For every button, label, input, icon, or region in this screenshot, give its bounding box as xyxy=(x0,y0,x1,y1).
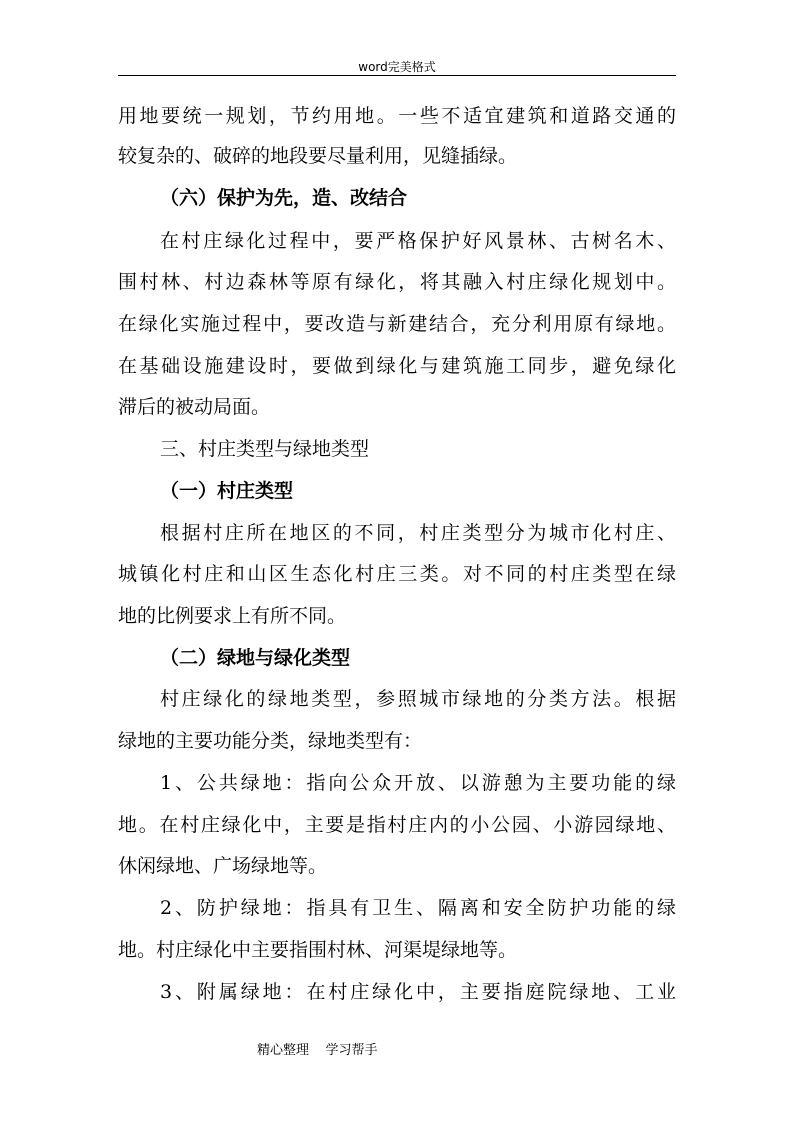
body-text-line: 村庄绿化的绿地类型，参照城市绿地的分类方法。根据 xyxy=(160,688,676,710)
body-text-line: 根据村庄所在地区的不同，村庄类型分为城市化村庄、 xyxy=(160,522,676,544)
body-text-line: 2、防护绿地：指具有卫生、隔离和安全防护功能的绿 xyxy=(160,897,676,919)
body-text-line: 城镇化村庄和山区生态化村庄三类。对不同的村庄类型在绿 xyxy=(118,563,676,585)
body-text-line: 1、公共绿地：指向公众开放、以游憩为主要功能的绿 xyxy=(160,772,676,794)
page-footer-text: 精心整理 学习帮手 xyxy=(257,1043,378,1058)
body-text-line: 滞后的被动局面。 xyxy=(118,396,271,418)
body-text-line: 地。村庄绿化中主要指围村林、河渠堤绿地等。 xyxy=(118,939,518,961)
body-text-line: 在村庄绿化过程中，要严格保护好风景林、古树名木、 xyxy=(160,230,676,252)
body-text-line: 围村林、村边森林等原有绿化，将其融入村庄绿化规划中。 xyxy=(118,271,676,293)
header-divider xyxy=(118,75,676,76)
body-text-line: 地。在村庄绿化中，主要是指村庄内的小公园、小游园绿地、 xyxy=(118,814,676,836)
section-heading: （六）保护为先，造、改结合 xyxy=(160,187,408,209)
body-text-line: 在绿化实施过程中，要改造与新建结合，充分利用原有绿地。 xyxy=(118,313,676,335)
section-heading: （一）村庄类型 xyxy=(160,480,294,502)
page-header-title: word完美格式 xyxy=(358,60,436,74)
body-text-line: 绿地的主要功能分类，绿地类型有： xyxy=(118,730,423,752)
chapter-heading: 三、村庄类型与绿地类型 xyxy=(160,438,370,460)
body-text-line: 地的比例要求上有所不同。 xyxy=(118,605,347,627)
body-text-line: 休闲绿地、广场绿地等。 xyxy=(118,855,328,877)
section-heading: （二）绿地与绿化类型 xyxy=(160,647,351,669)
body-text-line: 3、附属绿地：在村庄绿化中，主要指庭院绿地、工业 xyxy=(160,981,676,1003)
body-text-line: 较复杂的、破碎的地段要尽量利用，见缝插绿。 xyxy=(118,145,518,167)
body-text-line: 用地要统一规划，节约用地。一些不适宜建筑和道路交通的 xyxy=(118,105,676,127)
body-text-line: 在基础设施建设时，要做到绿化与建筑施工同步，避免绿化 xyxy=(118,355,676,377)
